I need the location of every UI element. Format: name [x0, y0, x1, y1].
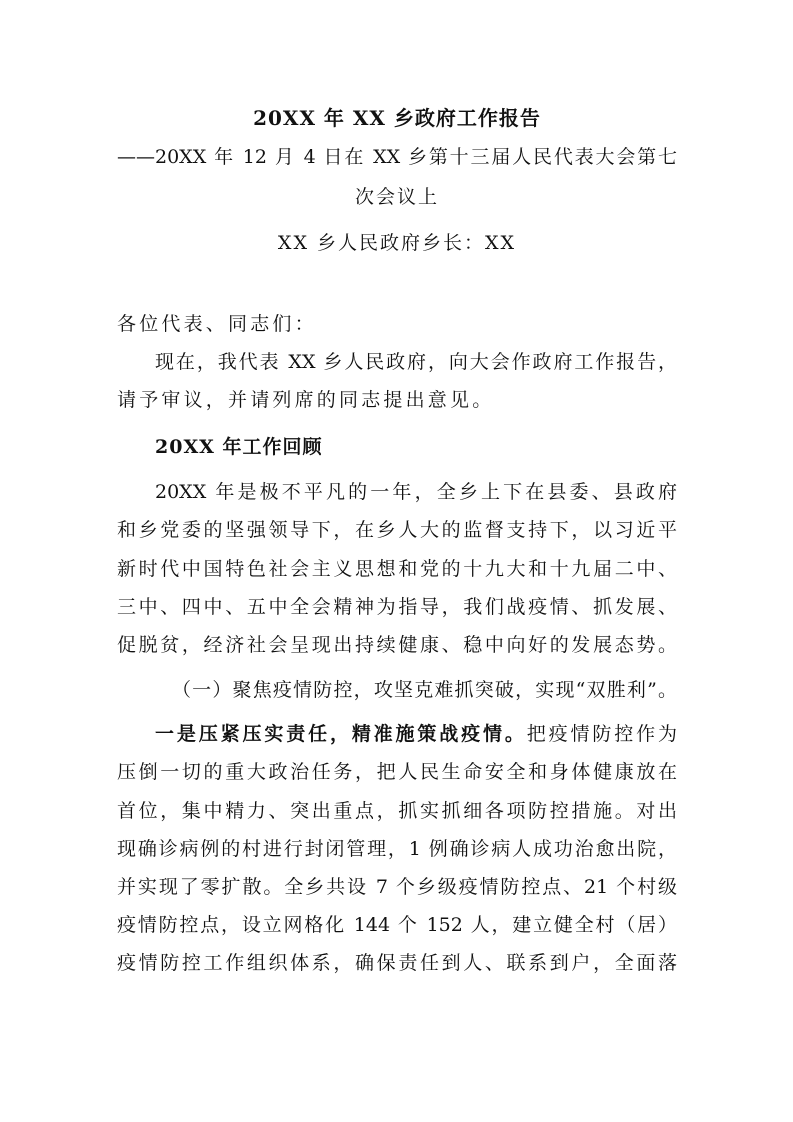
point1-line-1: [117, 722, 677, 746]
point1-line-4: 现确诊病例的村进行封闭管理，1 例确诊病人成功治愈出院，: [117, 838, 677, 860]
point1-line1-rest: 把疫情防控作为: [526, 723, 677, 745]
salutation: 各位代表、同志们：: [117, 313, 317, 335]
review-line-5: 促脱贫，经济社会呈现出持续健康、稳中向好的发展态势。: [117, 634, 677, 656]
review-line-3: 新时代中国特色社会主义思想和党的十九大和十九届二中、: [117, 558, 677, 580]
intro-line-2: 请予审议，并请列席的同志提出意见。: [117, 389, 495, 411]
point1-line-5: 并实现了零扩散。全乡共设 7 个乡级疫情防控点、21 个村级: [117, 876, 677, 898]
section-heading: 20XX 年工作回顾: [155, 436, 323, 458]
intro-line-1: 现在，我代表 XX 乡人民政府，向大会作政府工作报告，: [155, 351, 677, 373]
review-line-1: 20XX 年是极不平凡的一年，全乡上下在县委、县政府: [155, 481, 677, 503]
document-speaker: XX 乡人民政府乡长：XX: [277, 232, 517, 254]
point1-bold-lead: 一是压紧压实责任，精准施策战疫情。: [155, 723, 527, 745]
document-title: 20XX 年 XX 乡政府工作报告: [253, 106, 541, 130]
document-subtitle-line2: 次会议上: [354, 186, 439, 208]
point1-line-6: 疫情防控点，设立网格化 144 个 152 人，建立健全村（居）: [117, 914, 677, 936]
point1-line-2: 压倒一切的重大政治任务，把人民生命安全和身体健康放在: [117, 761, 677, 783]
document-subtitle-line1: ——20XX 年 12 月 4 日在 XX 乡第十三届人民代表大会第七: [117, 146, 677, 168]
subsection-heading: （一）聚焦疫情防控，攻坚克难抓突破，实现“双胜利”。: [172, 679, 677, 701]
point1-line-3: 首位，集中精力、突出重点，抓实抓细各项防控措施。对出: [117, 800, 677, 822]
review-line-2: 和乡党委的坚强领导下，在乡人大的监督支持下，以习近平: [117, 519, 677, 541]
point1-line-7: 疫情防控工作组织体系，确保责任到人、联系到户，全面落: [117, 952, 677, 974]
review-line-4: 三中、四中、五中全会精神为指导，我们战疫情、抓发展、: [117, 596, 677, 618]
